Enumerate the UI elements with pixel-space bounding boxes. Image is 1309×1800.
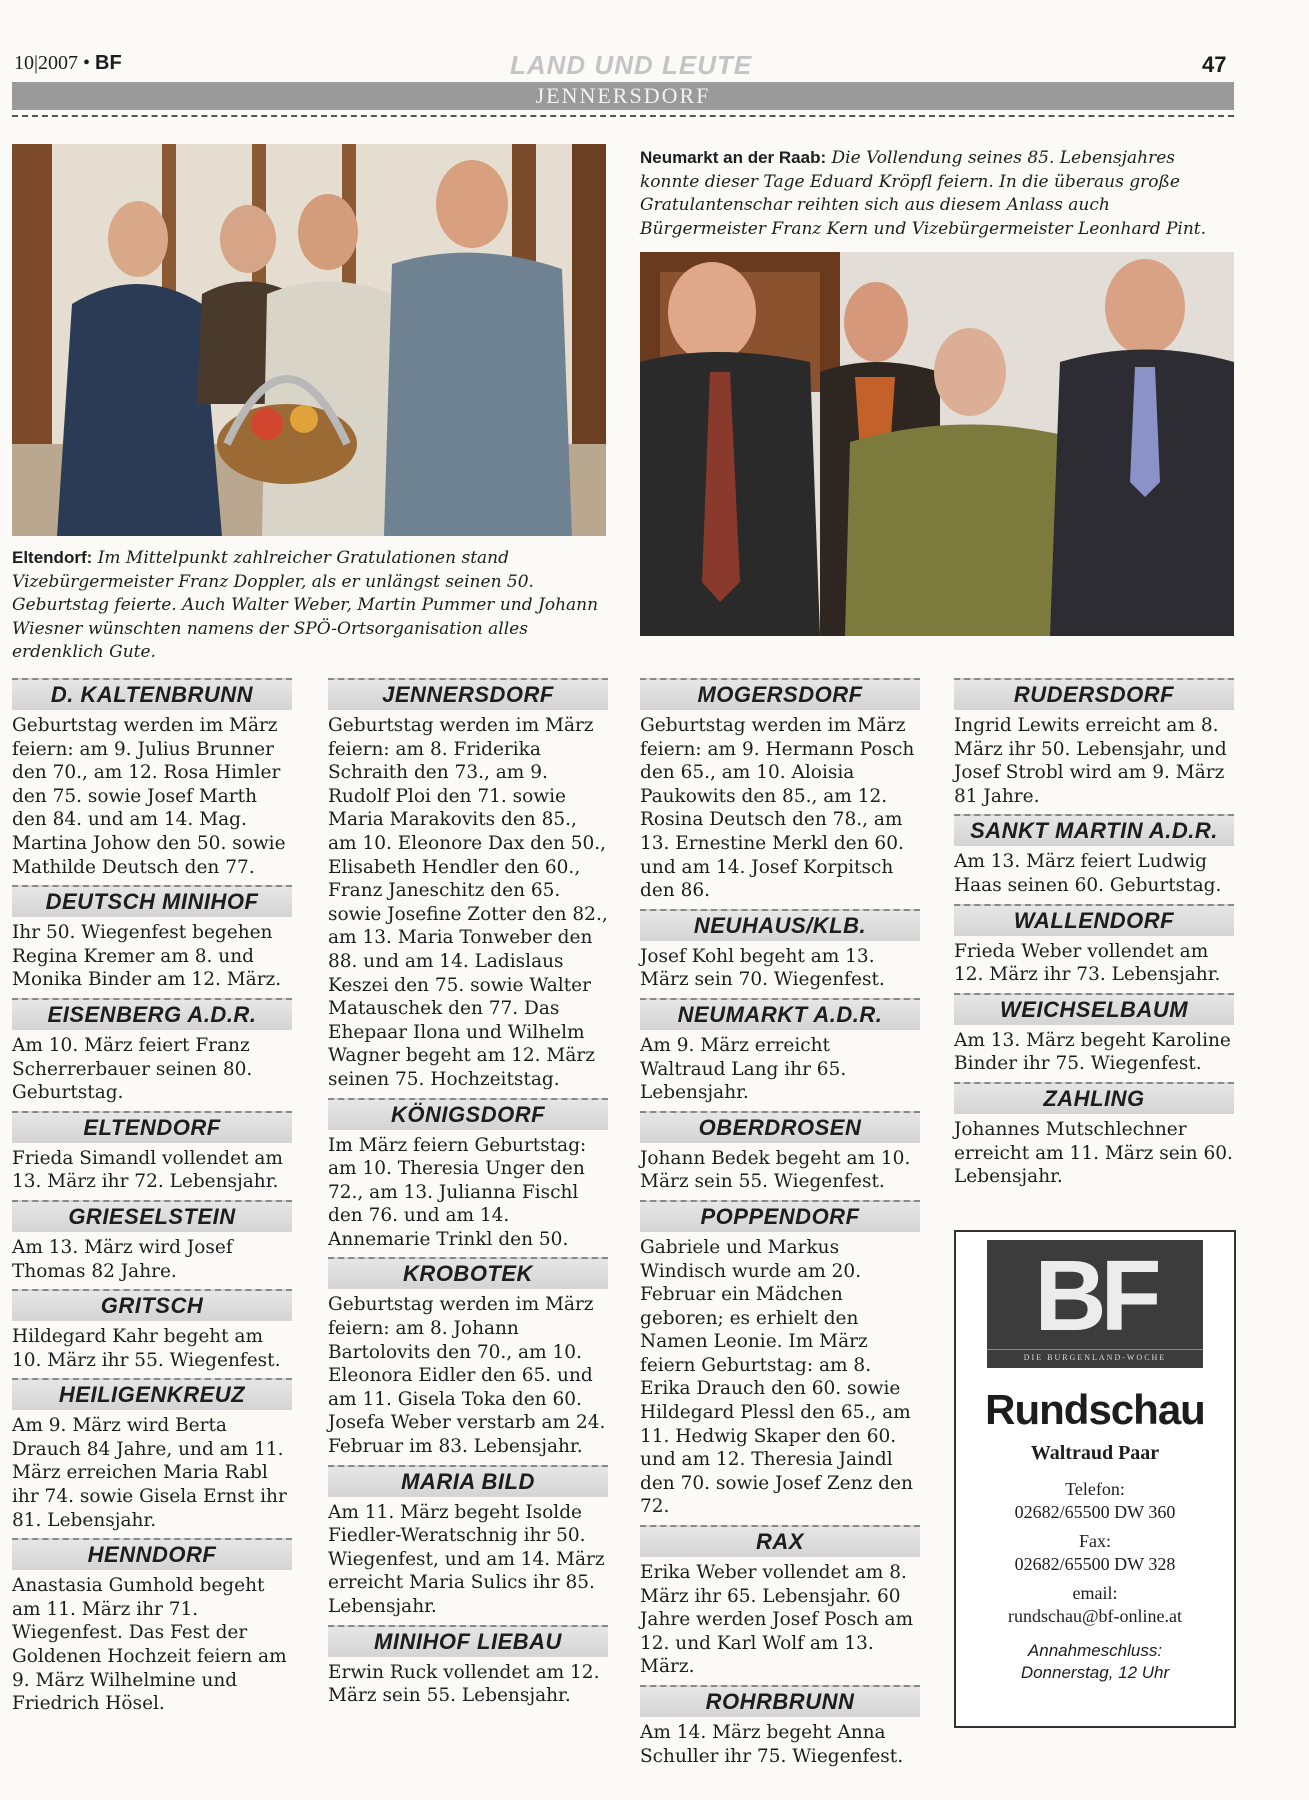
section-heading: ELTENDORF (12, 1111, 292, 1143)
section-weichselbaum (954, 993, 1234, 1076)
section-text: Geburtstag werden im März feiern: am 8. Johann Bartolovits den 70., am 10. Eleonora Eidler den 65. und am 11. Gisela Toka den 60. Josefa Weber verstarb am 24. Februar im 83. Lebensjahr. (328, 1294, 606, 1458)
photo-eltendorf (12, 144, 606, 536)
section-rohrbrunn (640, 1685, 920, 1768)
section-text: Geburtstag werden im März feiern: am 8. Friderika Schraith den 73., am 9. Rudolf Ploi den 71. sowie Maria Marakovits den 85., am 10. Eleonore Dax den 50., Elisabeth Hendler den 60., Franz Janeschitz den 65. sowie Josefine Zotter den 82., am 13. Maria Tonweber den 88. und am 14. Ladislaus Keszei den 75. sowie Walter Matauschek den 77. Das Ehepaar Ilona und Wilhelm Wagner begeht am 12. März seinen 75. Hochzeitstag. (328, 715, 608, 1090)
issue-number: 10|2007 • (14, 52, 91, 74)
section-d-kaltenbrunn (12, 678, 292, 879)
section-heading: HEILIGENKREUZ (12, 1378, 292, 1410)
column-4 (954, 678, 1234, 1195)
email-link[interactable]: rundschau@bf-online.at (1007, 1606, 1183, 1626)
deadline-label: Annahmeschluss: (1027, 1641, 1163, 1660)
page-number: 47 (1202, 52, 1227, 77)
section-jennersdorf (328, 678, 608, 1092)
section-heading: KÖNIGSDORF (328, 1098, 608, 1130)
caption-eltendorf-text: Im Mittelpunkt zahlreicher Gratulationen stand Vizebürgermeister Franz Doppler, als er unlängst seinen 50. Geburtstag feierte. Auch Walter Weber, Martin Pummer und Johann Wiesner wünschten namens der SPÖ-Ortsorganisation alles erdenklich Gute. (12, 548, 599, 662)
section-heading: MINIHOF LIEBAU (328, 1625, 608, 1657)
section-heading: JENNERSDORF (328, 678, 608, 710)
section-zahling (954, 1082, 1234, 1189)
phone-number: 02682/65500 DW 360 (1014, 1502, 1176, 1522)
section-heading: OBERDROSEN (640, 1111, 920, 1143)
caption-neumarkt (640, 146, 1234, 241)
section-rax (640, 1525, 920, 1679)
caption-neumarkt-lead: Neumarkt an der Raab: (640, 148, 827, 167)
section-text: Frieda Weber vollendet am 12. März ihr 73. Lebensjahr. (954, 940, 1221, 986)
section-text: Gabriele und Markus Windisch wurde am 20. Februar ein Mädchen geboren; es erhielt den Namen Leonie. Im März feiern Geburtstag: am 8. Erika Drauch den 60. sowie Hildegard Plessl den 65., am 11. Hedwig Skaper den 60. und am 12. Theresia Jaindl den 70. sowie Josef Zenz den 72. (640, 1236, 913, 1518)
fax-label: Fax: (1078, 1531, 1111, 1551)
section-heading: POPPENDORF (640, 1200, 920, 1232)
section-sankt-martin (954, 814, 1234, 897)
section-henndorf (12, 1538, 292, 1716)
section-maria-bild (328, 1465, 608, 1619)
section-text: Im März feiern Geburtstag: am 10. Theresia Unger den 72., am 13. Julianna Fischl den 76. und am 14. Annemarie Trinkl den 50. (328, 1134, 587, 1250)
section-heading: MARIA BILD (328, 1465, 608, 1497)
column-1 (12, 678, 292, 1722)
issue-line (14, 52, 122, 75)
section-krobotek (328, 1257, 608, 1458)
caption-neumarkt-text: Die Vollendung seines 85. Lebensjahres konnte dieser Tage Eduard Kröpfl feiern. In die überaus große Gratulantenschar reihten sich aus diesem Anlass auch Bürgermeister Franz Kern und Vizebürgermeister Leonhard Pint. (640, 148, 1207, 239)
header-divider (12, 115, 1234, 117)
section-neuhaus (640, 909, 920, 992)
section-oberdrosen (640, 1111, 920, 1194)
section-heading: RUDERSDORF (954, 678, 1234, 710)
section-text: Am 10. März feiert Franz Scherrerbauer seinen 80. Geburtstag. (12, 1034, 253, 1104)
caption-eltendorf-lead: Eltendorf: (12, 548, 93, 567)
section-grieselstein (12, 1200, 292, 1283)
photo-neumarkt (640, 252, 1234, 636)
section-mogersdorf (640, 678, 920, 903)
column-2 (328, 678, 608, 1714)
region-title: JENNERSDORF (535, 83, 711, 108)
section-poppendorf (640, 1200, 920, 1519)
fax-number: 02682/65500 DW 328 (1014, 1554, 1176, 1574)
deadline-value: Donnerstag, 12 Uhr (1020, 1663, 1170, 1682)
section-text: Geburtstag werden im März feiern: am 9. Julius Brunner den 70., am 12. Rosa Himler den 75. sowie Josef Marth den 84. und am 14. Mag. Martina Johow den 50. sowie Mathilde Deutsch den 77. (12, 715, 286, 878)
section-heading: GRIESELSTEIN (12, 1200, 292, 1232)
section-text: Anastasia Gumhold begeht am 11. März ihr 71. Wiegenfest. Das Fest der Goldenen Hochzeit feiern am 9. März Wilhelmine und Friedrich Hösel. (12, 1575, 287, 1715)
section-deutsch-minihof (12, 885, 292, 992)
section-wallendorf (954, 904, 1234, 987)
section-heading: WEICHSELBAUM (954, 993, 1234, 1025)
section-text: Am 9. März wird Berta Drauch 84 Jahre, und am 11. März erreichen Maria Rabl ihr 74. sowie Gisela Ernst ihr 81. Lebensjahr. (12, 1415, 287, 1531)
section-heading: GRITSCH (12, 1289, 292, 1321)
section-text: Am 13. März feiert Ludwig Haas seinen 60. Geburtstag. (954, 851, 1222, 896)
section-heading: DEUTSCH MINIHOF (12, 885, 292, 917)
rundschau-contact-box (954, 1230, 1236, 1728)
section-heading: MOGERSDORF (640, 678, 920, 710)
section-text: Am 14. März begeht Anna Schuller ihr 75. Wiegenfest. (640, 1722, 904, 1767)
section-heading: NEUMARKT A.D.R. (640, 998, 920, 1030)
bf-logo (987, 1240, 1203, 1368)
ad-title: Rundschau (985, 1386, 1205, 1433)
section-text: Ingrid Lewits erreicht am 8. März ihr 50. Lebensjahr, und Josef Strobl wird am 9. März 81 Jahre. (954, 715, 1227, 807)
section-eisenberg (12, 998, 292, 1105)
section-neumarkt (640, 998, 920, 1105)
logo-tagline: DIE BURGENLAND-WOCHE (987, 1349, 1203, 1362)
phone-label: Telefon: (1065, 1479, 1125, 1499)
section-text: Ihr 50. Wiegenfest begehen Regina Kremer am 8. und Monika Binder am 12. März. (12, 922, 282, 991)
section-text: Am 13. März begeht Karoline Binder ihr 75. Wiegenfest. (954, 1029, 1231, 1075)
section-text: Josef Kohl begeht am 13. März sein 70. Wiegenfest. (640, 945, 885, 991)
section-heiligenkreuz (12, 1378, 292, 1532)
section-text: Am 9. März erreicht Waltraud Lang ihr 65. Lebensjahr. (640, 1034, 847, 1104)
logo-letters: BF (1034, 1240, 1156, 1352)
section-text: Am 13. März wird Josef Thomas 82 Jahre. (12, 1236, 233, 1282)
caption-eltendorf (12, 546, 606, 665)
email-label: email: (1072, 1583, 1118, 1603)
section-heading: KROBOTEK (328, 1257, 608, 1289)
column-3 (640, 678, 920, 1774)
section-heading: NEUHAUS/KLB. (640, 909, 920, 941)
section-heading: ZAHLING (954, 1082, 1234, 1114)
section-heading: WALLENDORF (954, 904, 1234, 936)
brand: BF (95, 52, 122, 74)
section-gritsch (12, 1289, 292, 1372)
section-heading: RAX (640, 1525, 920, 1557)
section-text: Johannes Mutschlechner erreicht am 11. März sein 60. Lebensjahr. (954, 1118, 1233, 1188)
section-text: Am 11. März begeht Isolde Fiedler-Weratschnig ihr 50. Wiegenfest, und am 14. März erreicht Maria Sulics ihr 85. Lebensjahr. (328, 1501, 605, 1617)
section-text: Hildegard Kahr begeht am 10. März ihr 55. Wiegenfest. (12, 1326, 281, 1371)
section-heading: D. KALTENBRUNN (12, 678, 292, 710)
section-rudersdorf (954, 678, 1234, 808)
section-heading: SANKT MARTIN A.D.R. (954, 814, 1234, 846)
section-text: Johann Bedek begeht am 10. März sein 55. Wiegenfest. (640, 1147, 911, 1193)
section-heading: HENNDORF (12, 1538, 292, 1570)
section-minihof-liebau (328, 1625, 608, 1708)
section-heading: EISENBERG A.D.R. (12, 998, 292, 1030)
section-title: LAND UND LEUTE (510, 50, 753, 80)
section-text: Erika Weber vollendet am 8. März ihr 65. Lebensjahr. 60 Jahre werden Josef Posch am 12. und Karl Wolf am 13. März. (640, 1562, 914, 1678)
region-bar (12, 82, 1234, 110)
section-text: Frieda Simandl vollendet am 13. März ihr 72. Lebensjahr. (12, 1147, 283, 1193)
section-text: Geburtstag werden im März feiern: am 9. Hermann Posch den 65., am 10. Aloisia Paukowits den 85., am 12. Rosina Deutsch den 78., am 13. Ernestine Merkl den 60. und am 14. Josef Korpitsch den 86. (640, 715, 915, 902)
section-koenigsdorf (328, 1098, 608, 1252)
section-heading: ROHRBRUNN (640, 1685, 920, 1717)
section-text: Erwin Ruck vollendet am 12. März sein 55. Lebensjahr. (328, 1661, 600, 1707)
contact-name: Waltraud Paar (1030, 1442, 1160, 1464)
section-eltendorf (12, 1111, 292, 1194)
